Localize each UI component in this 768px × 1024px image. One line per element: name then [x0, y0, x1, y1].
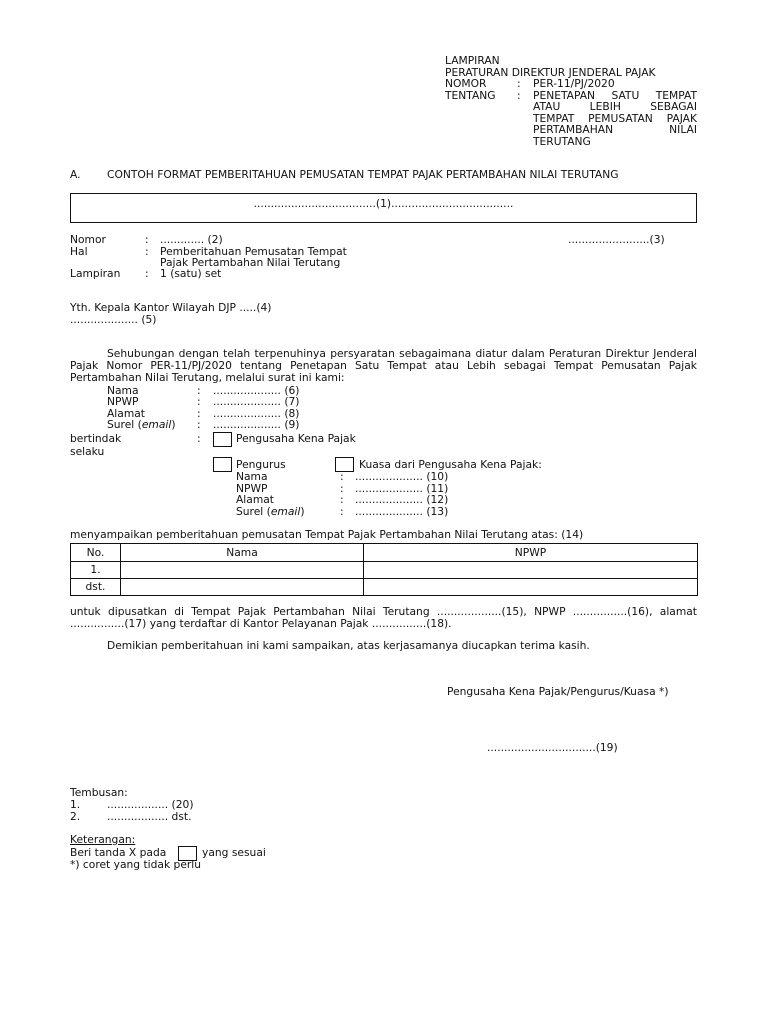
kuasa-npwp-value: .................... (11)	[355, 482, 449, 495]
kuasa-alamat-label: Alamat	[236, 493, 274, 506]
letter-nomor-value: ............. (2)	[160, 233, 223, 246]
surel-label-email: email	[141, 418, 172, 431]
letter-hal-colon: :	[145, 245, 149, 258]
letter-place-date: ........................(3)	[568, 233, 665, 246]
intro-line: Pertambahan Nilai Terutang, melalui surat ini kami:	[70, 371, 345, 384]
letter-hal-line: Pemberitahuan Pemusatan Tempat	[160, 245, 347, 258]
keterangan-footnote: *) coret yang tidak perlu	[70, 858, 202, 871]
surel-label-suffix: )	[300, 505, 305, 518]
kuasa-alamat-value: .................... (12)	[355, 493, 449, 506]
notice-line: menyampaikan pemberitahuan pemusatan Tempat Pajak Pertambahan Nilai Terutang atas: (14)	[70, 528, 584, 541]
closing-sentence: Demikian pemberitahuan ini kami sampaikan, atas kerjasamanya diucapkan terima kasih.	[107, 639, 590, 652]
destination-line: untuk dipusatkan di Tempat Pajak Pertambahan Nilai Terutang ...................(15), NPWP ................(16), alamat	[70, 606, 697, 618]
destination-line: ................(17) yang terdaftar di Kantor Pelayanan Pajak ................(18).	[70, 617, 452, 630]
identity-npwp-colon: :	[197, 395, 201, 408]
header-tentang-line: TERUTANG	[533, 135, 591, 148]
identity-alamat-colon: :	[197, 407, 201, 420]
identity-nama-label: Nama	[107, 384, 139, 397]
identity-nama-value: .................... (6)	[213, 384, 300, 397]
header-tentang-line: PERTAMBAHAN NILAI	[533, 124, 697, 136]
kuasa-alamat-colon: :	[340, 493, 344, 506]
identity-npwp-value: .................... (7)	[213, 395, 300, 408]
identity-surel-label	[107, 419, 175, 431]
kuasa-nama-colon: :	[340, 470, 344, 483]
identity-surel-colon: :	[197, 418, 201, 431]
identity-surel-value: .................... (9)	[213, 418, 300, 431]
header-nomor-colon: :	[517, 77, 521, 90]
table-cell-npwp	[364, 579, 698, 596]
checkbox-pengurus	[213, 457, 232, 472]
header-tentang-line: ATAU LEBIH SEBAGAI	[533, 101, 697, 113]
letter-lampiran-label: Lampiran	[70, 267, 121, 280]
tembusan-title: Tembusan:	[70, 786, 128, 799]
table-header-row	[71, 544, 698, 562]
option-kuasa: Kuasa dari Pengusaha Kena Pajak:	[359, 458, 542, 471]
letterhead-box	[70, 193, 697, 223]
kuasa-npwp-colon: :	[340, 482, 344, 495]
kuasa-surel-value: .................... (13)	[355, 505, 449, 518]
table-cell-nama	[121, 562, 364, 579]
surel-label-email: email	[270, 505, 301, 518]
keterangan-mark-prefix: Beri tanda X pada	[70, 846, 167, 859]
table-row	[71, 579, 698, 596]
intro-line: Pajak Nomor PER-11/PJ/2020 tentang Penetapan Satu Tempat atau Lebih sebagai Tempat Pemusatan Pajak	[70, 360, 697, 372]
keterangan-title: Keterangan:	[70, 833, 136, 846]
addressee-line: .................... (5)	[70, 313, 157, 326]
tembusan-item-text: .................. (20)	[107, 798, 194, 811]
header-peraturan: PERATURAN DIREKTUR JENDERAL PAJAK	[445, 66, 656, 79]
surel-label-prefix: Surel (	[236, 505, 271, 518]
table-cell-npwp	[364, 562, 698, 579]
kuasa-nama-label: Nama	[236, 470, 268, 483]
tembusan-item-number: 1.	[70, 798, 81, 811]
signature-title: Pengusaha Kena Pajak/Pengurus/Kuasa *)	[447, 685, 669, 698]
surel-label-prefix: Surel (	[107, 418, 142, 431]
section-title: CONTOH FORMAT PEMBERITAHUAN PEMUSATAN TEMPAT PAJAK PERTAMBAHAN NILAI TERUTANG	[107, 168, 619, 181]
header-tentang-line: PENETAPAN SATU TEMPAT	[533, 90, 697, 102]
table-cell-no: dst.	[71, 579, 121, 596]
kuasa-surel-colon: :	[340, 505, 344, 518]
table-cell-no: 1.	[71, 562, 121, 579]
role-label: bertindak	[70, 432, 122, 445]
section-letter: A.	[70, 168, 81, 181]
kuasa-npwp-label: NPWP	[236, 482, 268, 495]
table-header-no: No.	[71, 544, 121, 562]
keterangan-mark-suffix: yang sesuai	[202, 846, 266, 859]
letter-lampiran-value: 1 (satu) set	[160, 267, 222, 280]
letter-hal-line: Pajak Pertambahan Nilai Terutang	[160, 256, 341, 269]
header-nomor-label: NOMOR	[445, 77, 487, 90]
addressee-line: Yth. Kepala Kantor Wilayah DJP .....(4)	[70, 301, 272, 314]
taxpayer-table	[70, 543, 698, 596]
tembusan-item-number: 2.	[70, 810, 81, 823]
option-pengurus: Pengurus	[236, 458, 286, 471]
identity-npwp-label: NPWP	[107, 395, 139, 408]
identity-alamat-label: Alamat	[107, 407, 145, 420]
header-tentang-line: TEMPAT PEMUSATAN PAJAK	[533, 113, 697, 125]
letter-lampiran-colon: :	[145, 267, 149, 280]
table-row	[71, 562, 698, 579]
option-pengusaha-kena-pajak: Pengusaha Kena Pajak	[236, 432, 356, 445]
table-cell-nama	[121, 579, 364, 596]
header-lampiran: LAMPIRAN	[445, 54, 500, 67]
identity-alamat-value: .................... (8)	[213, 407, 300, 420]
header-tentang-label: TENTANG	[445, 89, 496, 102]
letter-nomor-colon: :	[145, 233, 149, 246]
letter-nomor-label: Nomor	[70, 233, 106, 246]
surel-label-suffix: )	[171, 418, 176, 431]
role-label: selaku	[70, 445, 105, 458]
checkbox-kuasa	[335, 457, 354, 472]
signature-name: ................................(19)	[487, 741, 618, 754]
tembusan-item-text: .................. dst.	[107, 810, 192, 823]
table-header-nama: Nama	[121, 544, 364, 562]
kuasa-surel-label	[236, 506, 304, 518]
role-colon: :	[197, 432, 201, 445]
header-tentang-colon: :	[517, 89, 521, 102]
table-header-npwp: NPWP	[364, 544, 698, 562]
kuasa-nama-value: .................... (10)	[355, 470, 449, 483]
identity-nama-colon: :	[197, 384, 201, 397]
intro-line: Sehubungan dengan telah terpenuhinya persyaratan sebagaimana diatur dalam Peraturan Direktur Jenderal	[107, 348, 697, 360]
letterhead-placeholder: ....................................(1)....................................	[253, 197, 514, 210]
checkbox-pengusaha-kena-pajak	[213, 432, 232, 447]
header-nomor-value: PER-11/PJ/2020	[533, 77, 615, 90]
letter-hal-label: Hal	[70, 245, 88, 258]
